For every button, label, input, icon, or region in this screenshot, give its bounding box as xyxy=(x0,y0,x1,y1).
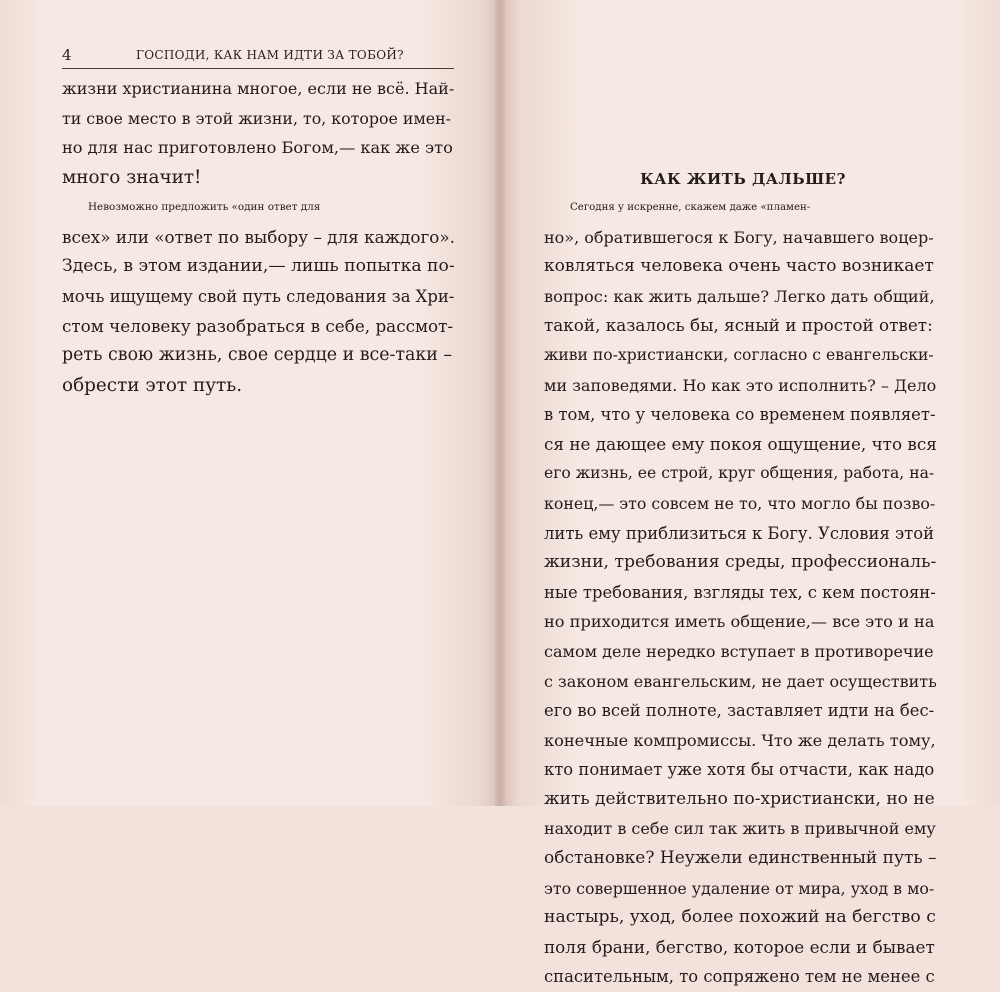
text-line: ми заповедями. Но как это исполнить? – Дело xyxy=(544,375,937,395)
page-number: 4 xyxy=(62,46,72,64)
text-line: это совершенное удаление от мира, уход в мо- xyxy=(544,878,935,898)
text-line: жизни христианина многое, если не всё. Най- xyxy=(62,79,455,98)
running-head-title: ГОСПОДИ, КАК НАМ ИДТИ ЗА ТОБОЙ? xyxy=(136,48,404,62)
text-line: лить ему приблизиться к Богу. Условия этой xyxy=(544,523,935,543)
chapter-title: КАК ЖИТЬ ДАЛЬШЕ? xyxy=(640,170,846,188)
text-line: но», обратившегося к Богу, начавшего воцер- xyxy=(544,227,934,247)
text-line: с законом евангельским, не дает осуществить xyxy=(544,671,937,691)
text-line: Здесь, в этом издании,— лишь попытка по- xyxy=(62,256,455,277)
text-line: такой, казалось бы, ясный и простой ответ: xyxy=(544,315,933,336)
text-line: реть свою жизнь, свое сердце и все-таки – xyxy=(62,345,453,366)
text-line: вопрос: как жить дальше? Легко дать общий, xyxy=(544,286,935,306)
text-line: обстановке? Неужели единственный путь – xyxy=(544,848,937,869)
text-line: в том, что у человека со временем появляет- xyxy=(544,405,936,425)
text-line: обрести этот путь. xyxy=(62,375,243,397)
text-line: ся не дающее ему покоя ощущение, что вся xyxy=(544,433,937,454)
text-line: спасительным, то сопряжено тем не менее с xyxy=(544,967,935,987)
text-line: ковляться человека очень часто возникает xyxy=(544,256,934,277)
text-line: мочь ищущему свой путь следования за Хри- xyxy=(62,286,455,306)
header-rule xyxy=(62,68,454,69)
book-gutter xyxy=(495,0,505,806)
left-page-text xyxy=(62,74,454,401)
text-line: конечные компромиссы. Что же делать тому, xyxy=(544,730,936,750)
text-line: но приходится иметь общение,— все это и на xyxy=(544,612,935,632)
text-line: кто понимает уже хотя бы отчасти, как надо xyxy=(544,760,935,780)
text-line: конец,— это совсем не то, что могло бы позво- xyxy=(544,493,936,513)
text-line: жизни, требования среды, профессиональ- xyxy=(544,552,937,573)
text-line: его во всей полноте, заставляет идти на бес- xyxy=(544,701,935,721)
text-line: но для нас приготовлено Богом,— как же это xyxy=(62,138,453,158)
text-line: много значит! xyxy=(62,167,202,189)
text-line: поля брани, бегство, которое если и бывает xyxy=(544,936,935,957)
text-line: самом деле нередко вступает в противоречие xyxy=(544,641,934,661)
text-line: Невозможно предложить «один ответ для xyxy=(88,200,321,213)
text-line: Сегодня у искренне, скажем даже «пламен- xyxy=(570,202,811,213)
text-line: жить действительно по-христиански, но не xyxy=(544,788,935,809)
text-line: ти свое место в этой жизни, то, которое имен- xyxy=(62,108,451,128)
text-line: стом человеку разобраться в себе, рассмот- xyxy=(62,315,454,336)
text-line: его жизнь, ее строй, круг общения, работа, на- xyxy=(544,464,935,483)
text-line: настырь, уход, более похожий на бегство с xyxy=(544,907,936,928)
text-line: всех» или «ответ по выбору – для каждого». xyxy=(62,226,455,247)
text-line: ные требования, взгляды тех, с кем постоян- xyxy=(544,582,936,602)
right-page-text xyxy=(544,193,936,992)
text-line: живи по-христиански, согласно с евангельски- xyxy=(544,345,934,364)
text-line: находит в себе сил так жить в привычной ему xyxy=(544,819,936,839)
